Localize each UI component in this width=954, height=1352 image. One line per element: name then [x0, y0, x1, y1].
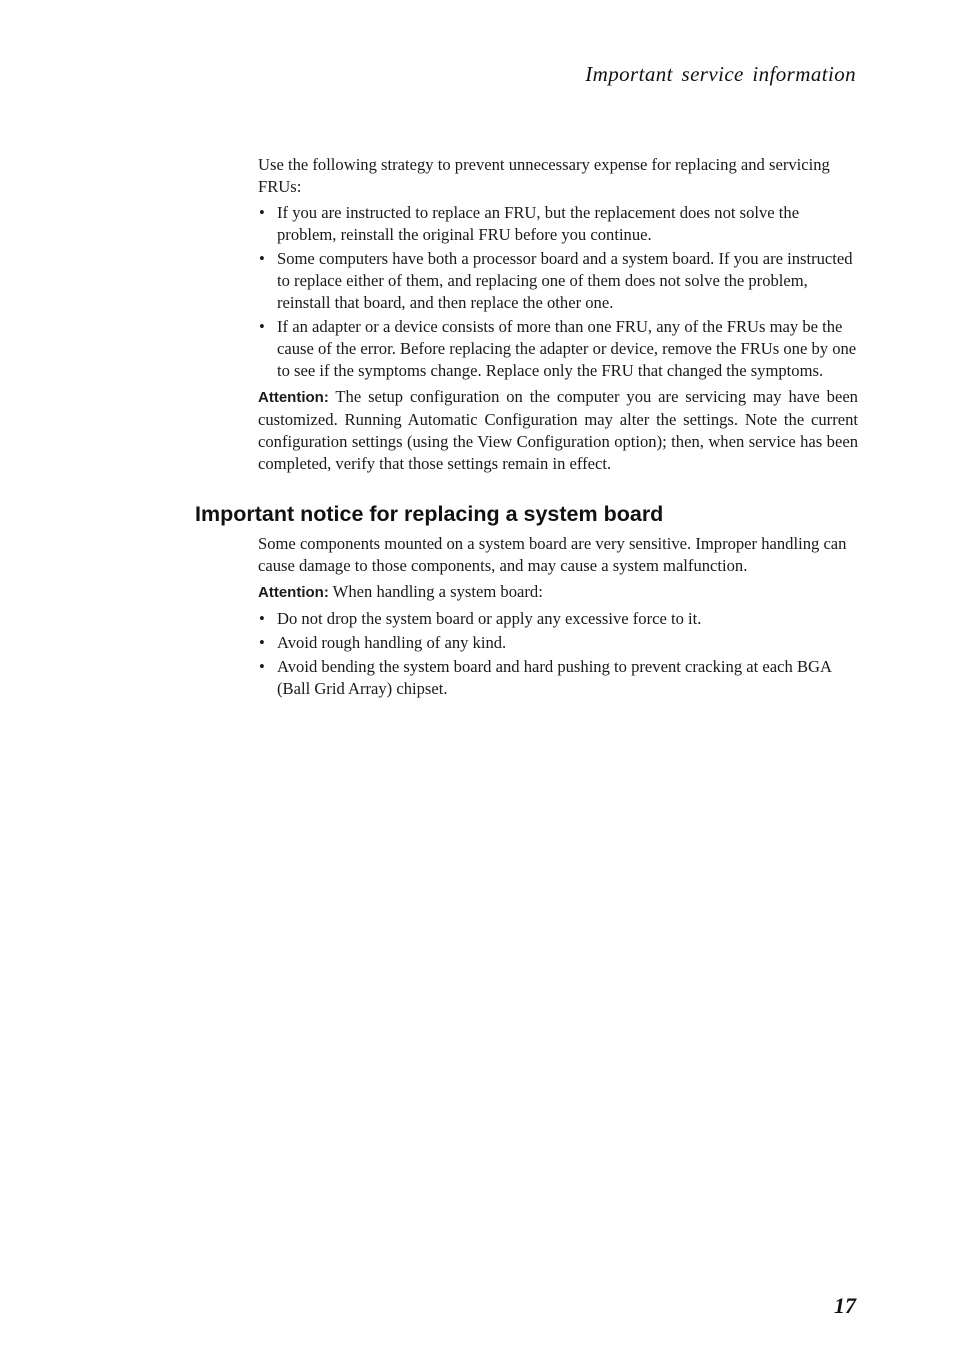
list-item [258, 248, 858, 314]
list-item [258, 608, 858, 630]
attention-note [258, 581, 858, 604]
list-item-text: Do not drop the system board or apply any excessive force to it. [277, 609, 702, 628]
list-item-text: Avoid bending the system board and hard pushing to prevent cracking at each BGA (Ball Grid Array) chipset. [277, 657, 832, 698]
list-item [258, 632, 858, 654]
list-item [258, 316, 858, 382]
list-item-text: Avoid rough handling of any kind. [277, 633, 507, 652]
bullet-icon: • [259, 609, 265, 628]
list-item-text: If you are instructed to replace an FRU, but the replacement does not solve the problem, reinstall the original FRU before you continue. [277, 203, 800, 244]
intro-paragraph: Use the following strategy to prevent unnecessary expense for replacing and servicing FRUs: [258, 155, 830, 196]
handling-list [258, 608, 858, 700]
list-item [258, 202, 858, 246]
list-item [258, 656, 858, 700]
page-number: 17 [834, 1293, 856, 1318]
bullet-icon: • [259, 203, 265, 222]
attention-label: Attention: [258, 584, 329, 601]
list-item-text: If an adapter or a device consists of more than one FRU, any of the FRUs may be the cause of the error. Before replacing the adapter or device, remove the FRUs one by one to see if the symptoms change. Replace only the FRU that changed the symptoms. [277, 317, 857, 380]
section-heading: Important notice for replacing a system board [195, 502, 664, 526]
bullet-icon: • [259, 317, 265, 336]
bullet-icon: • [259, 657, 265, 676]
attention-label: Attention: [258, 389, 329, 406]
running-header: Important service information [585, 62, 856, 86]
attention-text: The setup configuration on the computer you are servicing may have been customized. Running Automatic Configuration may alter the settings. Note the current configuration settings (using the View Configuration option); then, when service has been completed, verify that those settings remain in effect. [258, 387, 858, 473]
bullet-icon: • [259, 249, 265, 268]
list-item-text: Some computers have both a processor board and a system board. If you are instructed to replace either of them, and replacing one of them does not solve the problem, reinstall that board, and then replace the other one. [277, 249, 853, 312]
page-body [195, 154, 858, 704]
attention-text: When handling a system board: [332, 582, 543, 601]
attention-note [258, 386, 858, 475]
section-paragraph: Some components mounted on a system board are very sensitive. Improper handling can cause damage to those components, and may cause a system malfunction. [258, 534, 847, 575]
bullet-icon: • [259, 633, 265, 652]
strategy-list [258, 202, 858, 382]
